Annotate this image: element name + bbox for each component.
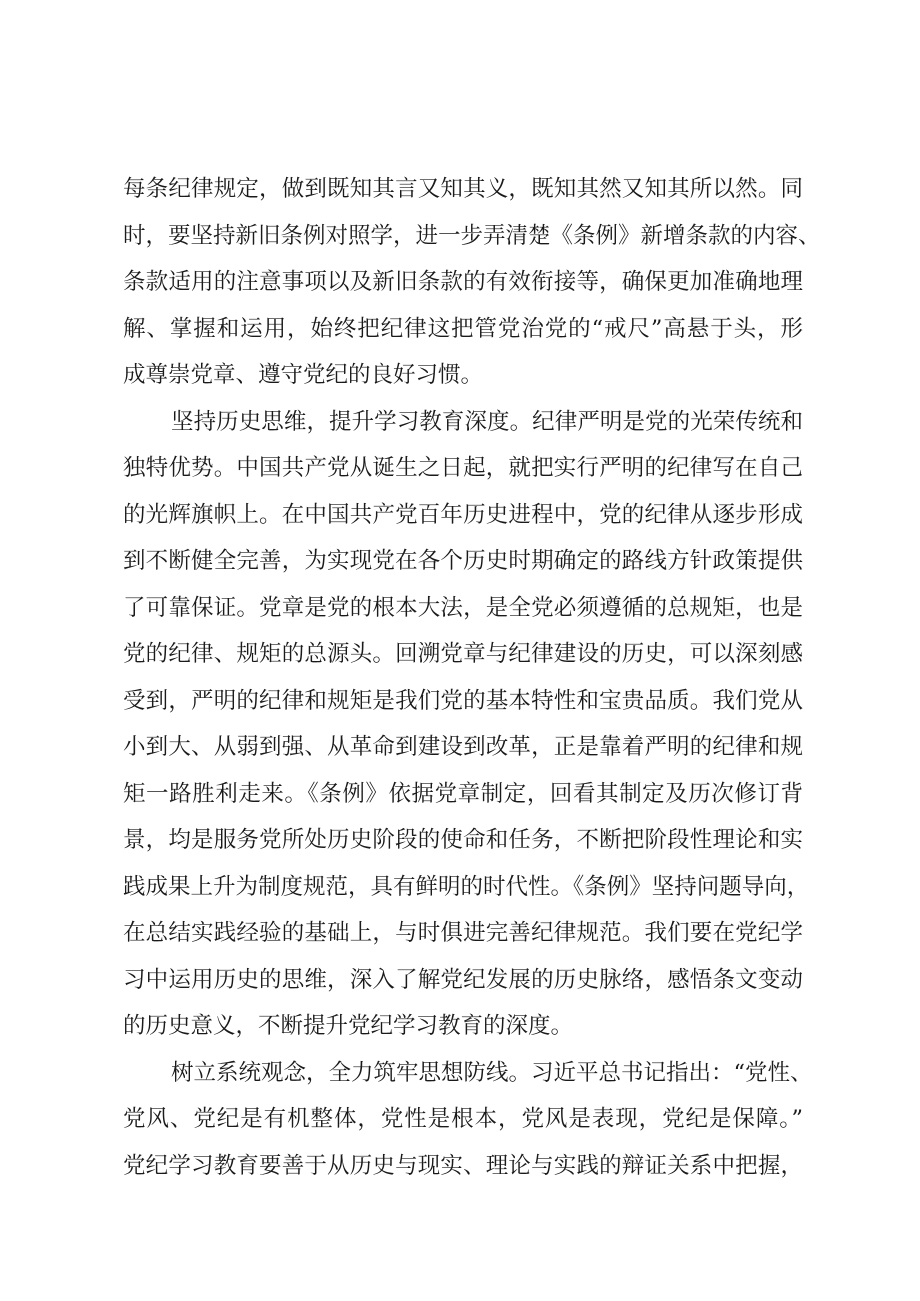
text-line: 坚持历史思维，提升学习教育深度。纪律严明是党的光荣传统和 [171,408,803,435]
text-line: 成尊崇党章、遵守党纪的良好习惯。 [123,362,484,388]
text-line: 时，要坚持新旧条例对照学，进一步弄清楚《条例》新增条款的内容、 [123,222,821,249]
text-line: 条款适用的注意事项以及新旧条款的有效衔接等，确保更加准确地理 [123,269,803,295]
text-line: 习中运用历史的思维，深入了解党纪发展的历史脉络，感悟条文变动 [123,966,803,993]
text-line: 践成果上升为制度规范，具有鲜明的时代性。《条例》坚持问题导向， [123,873,810,900]
text-line: 受到，严明的纪律和规矩是我们党的基本特性和宝贵品质。我们党从 [123,687,803,714]
body-text [123,166,821,1189]
text-line: 在总结实践经验的基础上，与时俱进完善纪律规范。我们要在党纪学 [123,920,803,946]
text-line: 树立系统观念，全力筑牢思想防线。习近平总书记指出：“党性、 [171,1059,813,1086]
text-line: 小到大、从弱到强、从革命到建设到改革，正是靠着严明的纪律和规 [123,734,803,760]
paragraph-3 [123,1050,813,1190]
text-line: 党纪学习教育要善于从历史与现实、理论与实践的辩证关系中把握， [123,1152,803,1179]
text-line: 党的纪律、规矩的总源头。回溯党章与纪律建设的历史，可以深刻感 [123,641,803,667]
text-line: 的光辉旗帜上。在中国共产党百年历史进程中，党的纪律从逐步形成 [123,501,803,528]
text-line: 解、掌握和运用，始终把纪律这把管党治党的“戒尺”高悬于头，形 [123,315,803,342]
text-line: 到不断健全完善，为实现党在各个历史时期确定的路线方针政策提供 [123,548,803,574]
paragraph-2 [123,399,810,1050]
paragraph-1 [123,166,821,399]
text-line: 独特优势。中国共产党从诞生之日起，就把实行严明的纪律写在自己 [123,455,803,481]
text-line: 党风、党纪是有机整体，党性是根本，党风是表现，党纪是保障。” [123,1106,803,1132]
text-line: 景，均是服务党所处历史阶段的使命和任务，不断把阶段性理论和实 [123,827,803,853]
text-line: 了可靠保证。党章是党的根本大法，是全党必须遵循的总规矩，也是 [123,594,803,621]
text-line: 每条纪律规定，做到既知其言又知其义，既知其然又知其所以然。同 [123,176,803,202]
text-line: 的历史意义，不断提升党纪学习教育的深度。 [123,1013,574,1039]
text-line: 矩一路胜利走来。《条例》依据党章制定，回看其制定及历次修订背 [123,780,803,807]
